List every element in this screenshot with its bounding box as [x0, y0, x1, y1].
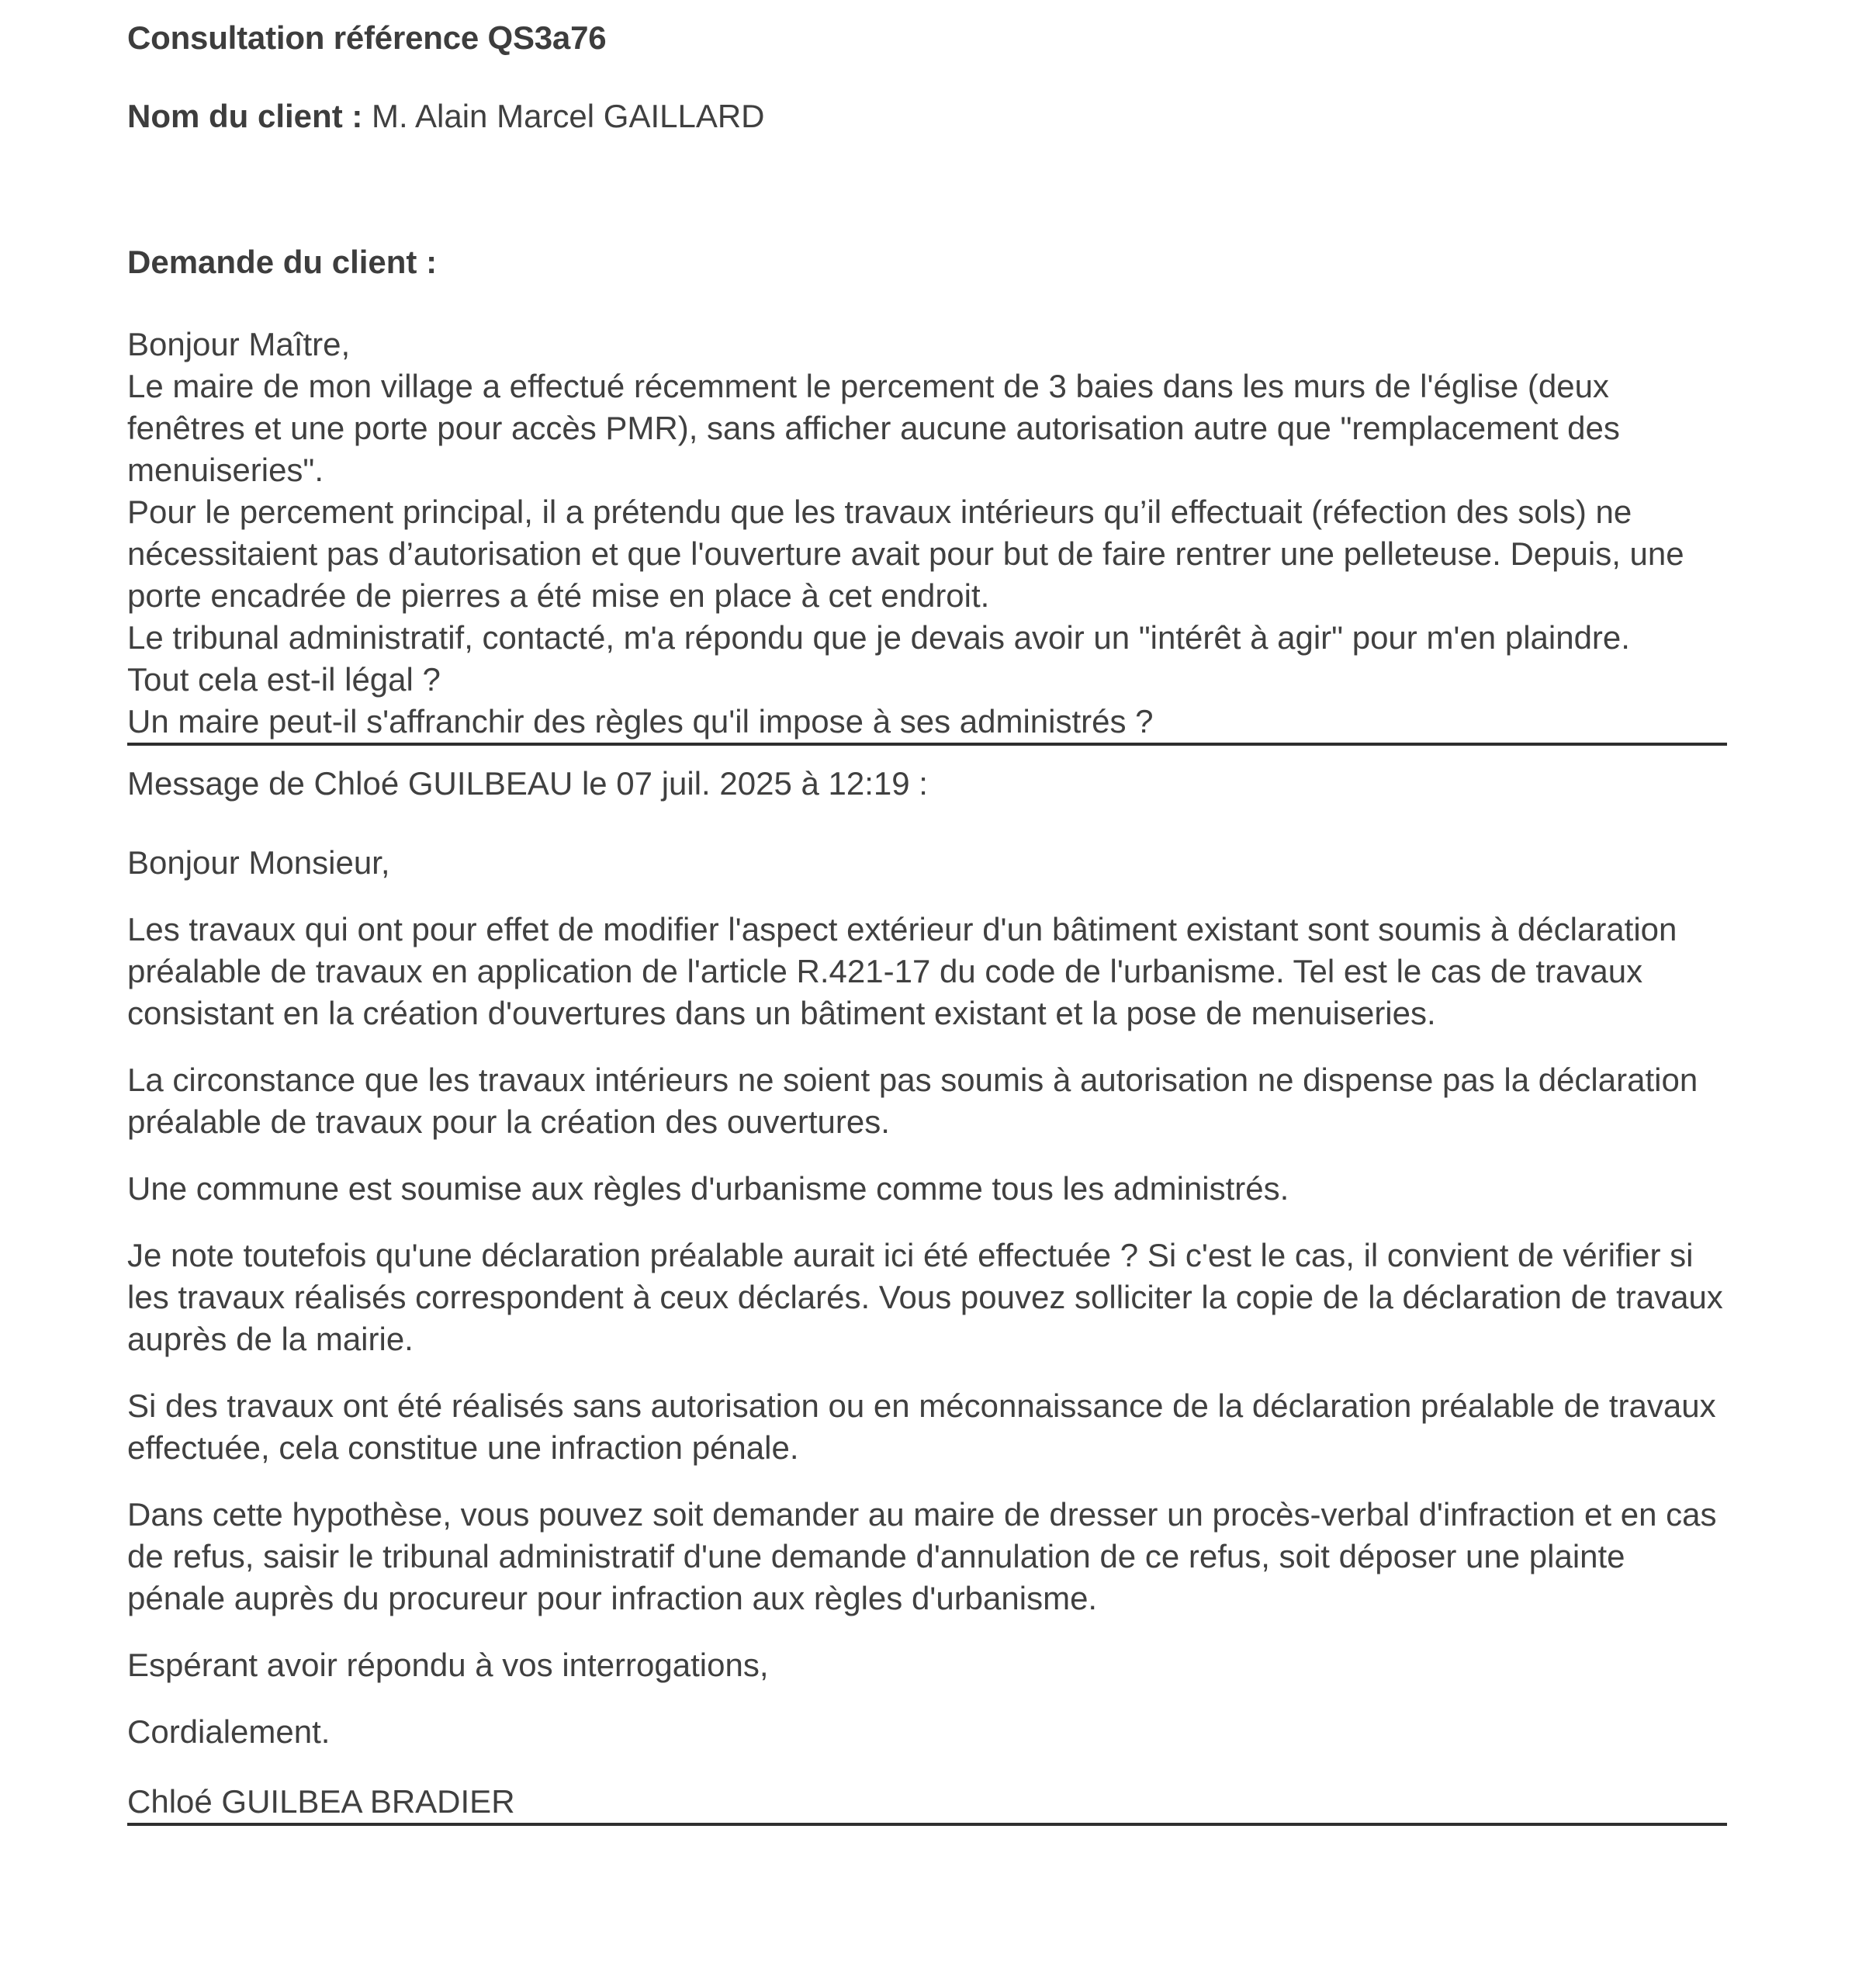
reply-message-meta: Message de Chloé GUILBEAU le 07 juil. 2025 à 12:19 : [127, 765, 928, 802]
request-line: Le tribunal administratif, contacté, m'a répondu que je devais avoir un "intérêt à agir" pour m'en plaindre. [127, 619, 1630, 656]
request-section-heading: Demande du client : [127, 244, 438, 280]
request-line: Bonjour Maître, [127, 326, 351, 362]
client-name-label: Nom du client : [127, 98, 363, 134]
reply-paragraph: Si des travaux ont été réalisés sans autorisation ou en méconnaissance de la déclaration préalable de travaux effectuée, cela constitue une infraction pénale. [127, 1387, 1716, 1466]
request-line: Le maire de mon village a effectué récemment le percement de 3 baies dans les murs de l'église (deux fenêtres et une porte pour accès PMR), sans afficher aucune autorisation autre que "remplacement des menuiseries". [127, 368, 1629, 488]
reply-paragraph: Les travaux qui ont pour effet de modifier l'aspect extérieur d'un bâtiment existant sont soumis à déclaration préalable de travaux en application de l'article R.421-17 du code de l'urbanisme. Tel est le cas de travaux consistant en la création d'ouvertures dans un bâtiment existant et la pose de menuiseries. [127, 911, 1677, 1031]
reply-paragraph: Dans cette hypothèse, vous pouvez soit demander au maire de dresser un procès-verbal d'infraction et en cas de refus, saisir le tribunal administratif d'une demande d'annulation de ce refus, soit déposer une plainte pénale auprès du procureur pour infraction aux règles d'urbanisme. [127, 1496, 1717, 1616]
reply-paragraph: La circonstance que les travaux intérieurs ne soient pas soumis à autorisation ne dispense pas la déclaration préalable de travaux pour la création des ouvertures. [127, 1062, 1698, 1140]
request-line: Pour le percement principal, il a prétendu que les travaux intérieurs qu’il effectuait (réfection des sols) ne nécessitaient pas d’autorisation et que l'ouverture avait pour but de faire rentrer une pelleteuse. Depuis, une porte encadrée de pierres a été mise en place à cet endroit. [127, 494, 1694, 614]
client-name-line [127, 95, 1727, 137]
document-content [127, 0, 1727, 1826]
client-name-text: M. Alain Marcel GAILLARD [372, 98, 765, 134]
client-request-body [127, 324, 1727, 743]
reply-paragraph: Une commune est soumise aux règles d'urbanisme comme tous les administrés. [127, 1170, 1289, 1207]
reply-body [127, 842, 1727, 1753]
client-name-value [362, 98, 372, 134]
reply-signature: Chloé GUILBEA BRADIER [127, 1783, 515, 1820]
reply-salutation: Cordialement. [127, 1713, 331, 1750]
reply-closing-line: Espérant avoir répondu à vos interrogations, [127, 1647, 769, 1683]
page-title: Consultation référence QS3a76 [127, 19, 607, 56]
reply-paragraph: Je note toutefois qu'une déclaration préalable aurait ici été effectuée ? Si c'est le cas, il convient de vérifier si les travaux réalisés correspondent à ceux déclarés. Vous pouvez solliciter la copie de la déclaration de travaux auprès de la mairie. [127, 1237, 1723, 1357]
request-line: Tout cela est-il légal ? [127, 661, 441, 698]
section-divider-bottom [127, 1823, 1727, 1826]
section-divider-top [127, 743, 1727, 746]
reply-paragraph: Bonjour Monsieur, [127, 844, 390, 881]
request-line: Un maire peut-il s'affranchir des règles qu'il impose à ses administrés ? [127, 703, 1154, 740]
